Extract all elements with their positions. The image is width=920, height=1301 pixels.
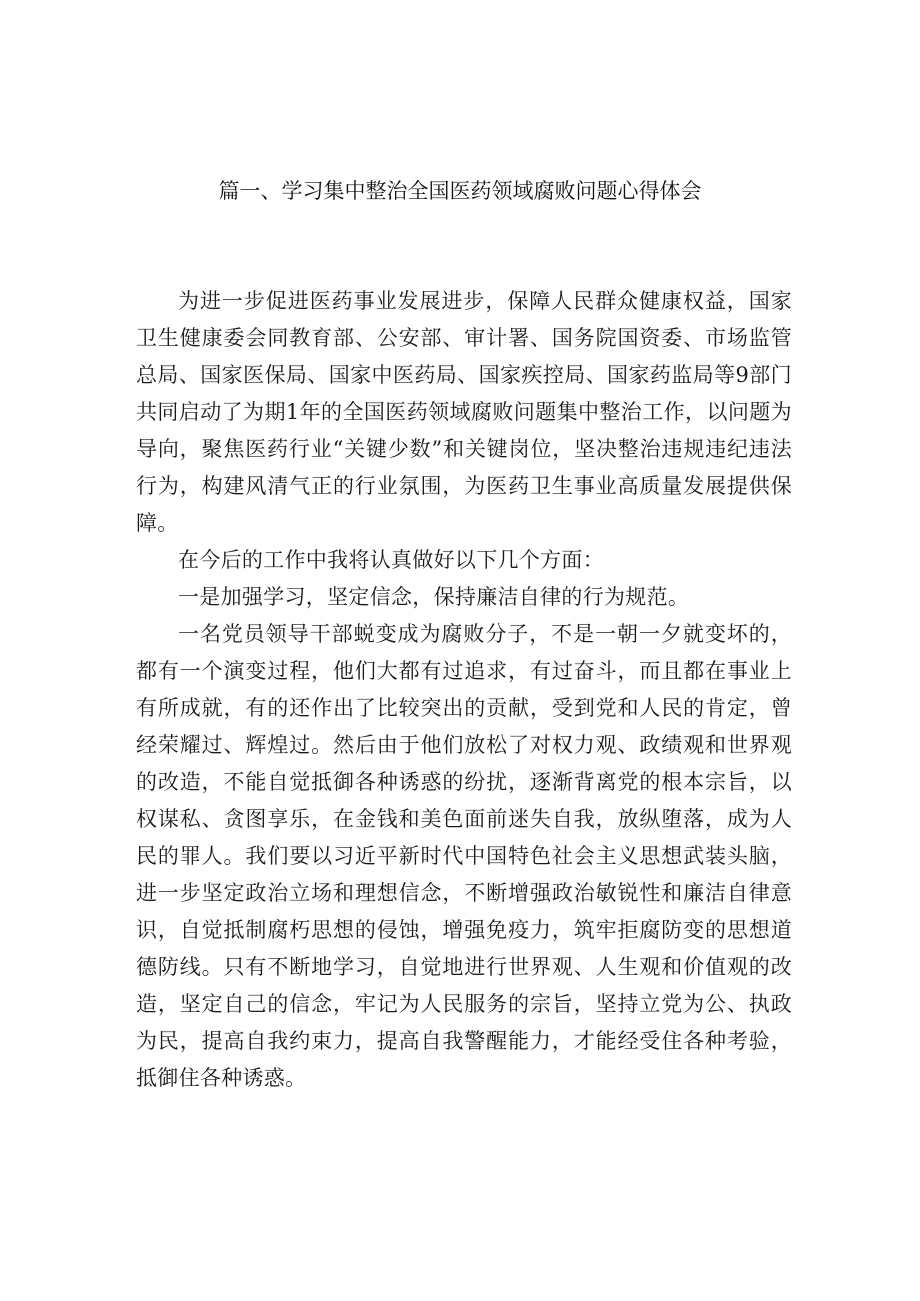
- paragraph-aspects-lead: 在今后的工作中我将认真做好以下几个方面：: [178, 548, 604, 572]
- paragraph-point-one-detail: 一名党员领导干部蜕变成为腐败分子，不是一朝一夕就变坏的，都有一个演变过程，他们大都有过追求，有过奋斗，而且都在事业上有所成就，有的还作出了比较突出的贡献，受到党和人民的肯定，曾经荣耀过、辉煌过。然后由于他们放松了对权力观、政绩观和世界观的改造，不能自觉抵御各种诱惑的纷扰，逐渐背离党的根本宗旨，以权谋私、贪图享乐，在金钱和美色面前迷失自我，放纵堕落，成为人民的罪人。我们要以习近平新时代中国特色社会主义思想武装头脑，进一步坚定政治立场和理想信念，不断增强政治敏锐性和廉洁自律意识，自觉抵制腐朽思想的侵蚀，增强免疫力，筑牢拒腐防变的思想道德防线。只有不断地学习，自觉地进行世界观、人生观和价值观的改造，坚定自己的信念，牢记为人民服务的宗旨，坚持立党为公、执政为民，提高自我约束力，提高自我警醒能力，才能经受住各种考验，抵御住各种诱惑。: [136, 622, 792, 1090]
- document-title: 篇一、学习集中整治全国医药领域腐败问题心得体会: [218, 179, 702, 203]
- document-body: [136, 283, 792, 1097]
- paragraph-intro: 为进一步促进医药事业发展进步，保障人民群众健康权益，国家卫生健康委会同教育部、公安部、审计署、国务院国资委、市场监管总局、国家医保局、国家中医药局、国家疾控局、国家药监局等9部门共同启动了为期1年的全国医药领域腐败问题集中整治工作，以问题为导向，聚焦医药行业“关键少数”和关键岗位，坚决整治违规违纪违法行为，构建风清气正的行业氛围，为医药卫生事业高质量发展提供保障。: [136, 289, 792, 535]
- paragraph-point-one: 一是加强学习，坚定信念，保持廉洁自律的行为规范。: [178, 585, 690, 609]
